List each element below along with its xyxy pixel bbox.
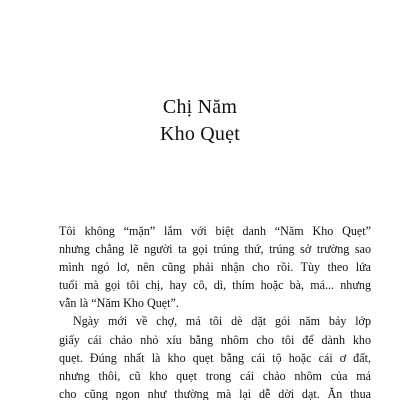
chapter-title-line-1: Chị Năm: [162, 96, 238, 118]
chapter-body: [59, 222, 371, 400]
text-line: giấy cái chảo nhỏ xíu bằng nhôm cho tôi để dành kho: [59, 332, 371, 347]
chapter-title: [0, 94, 400, 148]
text-line: nhưng thôi, cũ kho quẹt trong cái chảo nhôm của má: [59, 368, 371, 383]
text-line: Ngày mới về chợ, má tôi dè dặt gói năm bảy lớp: [73, 314, 371, 329]
text-line: cho cũng ngon như thường mà lại dễ dời dạt. Ăn thua: [59, 386, 371, 400]
chapter-title-line-2: Kho Quẹt: [160, 123, 240, 145]
text-line: Tôi không “mặn” lắm với biệt danh “Năm Kho Quẹt”: [59, 224, 371, 238]
text-line: tuổi mà gọi tôi chị, hay cô, dì, thím hoặc bà, má... nhưng: [59, 278, 371, 293]
text-line: mình ngó lơ, nên cũng phải nhận cho rồi. Tùy theo lứa: [59, 260, 371, 275]
paragraph-1: [59, 222, 371, 312]
paragraph-2: [59, 312, 371, 400]
text-line: quẹt. Đúng nhất là kho quẹt bằng cái tộ hoặc cái ơ đất,: [59, 350, 371, 365]
text-line: nhưng chẳng lẽ người ta gọi trúng thứ, trúng sở trường sao: [59, 242, 371, 257]
text-line: vẫn là “Năm Kho Quẹt”.: [59, 296, 179, 311]
